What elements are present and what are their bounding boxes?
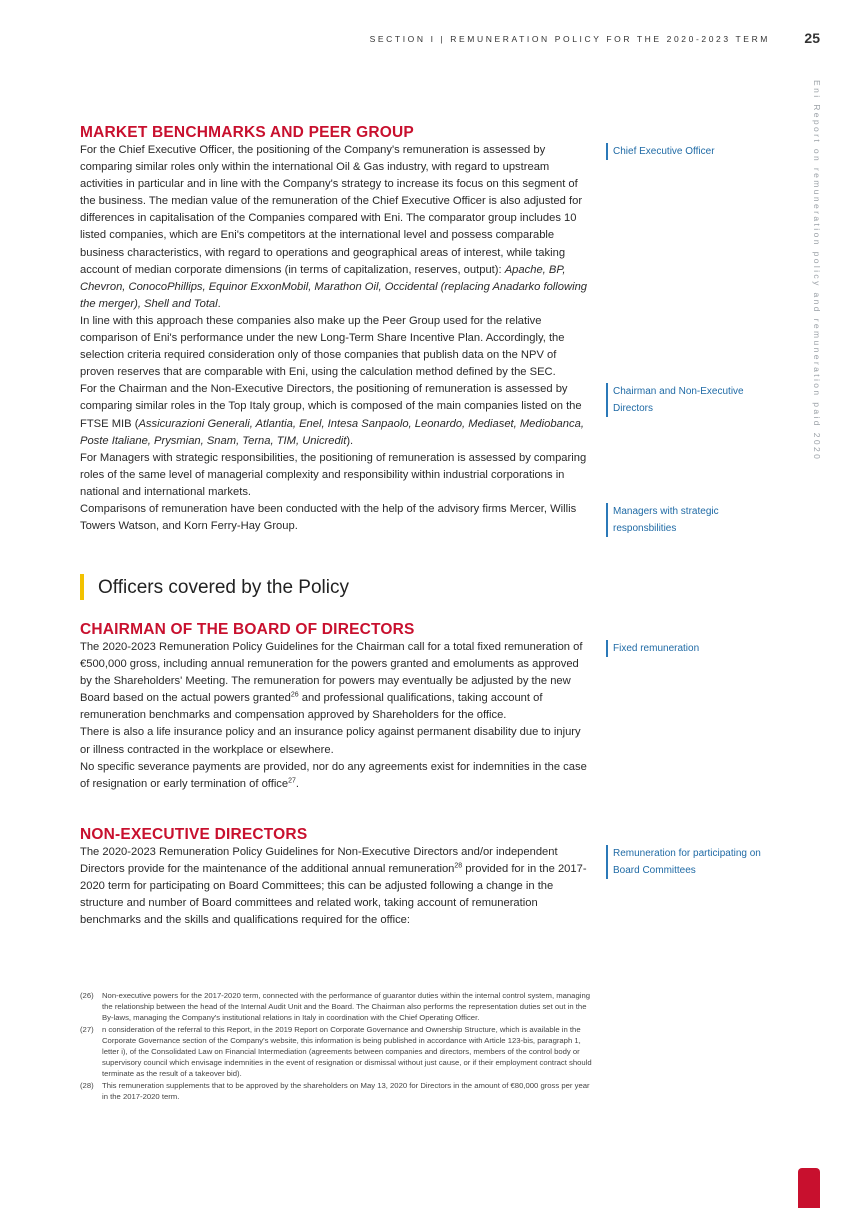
chairman-p1-text: The 2020-2023 Remuneration Policy Guidelines for the Chairman call for a total fixed remuneration of €500,000 gross, including annual remuneration for the powers granted and emoluments as approved by the Shareholders' Meeting. The remuneration for powers may eventually be adjusted by the new Board based on the actual powers granted — [80, 641, 583, 705]
footnote-number: (27) — [80, 1024, 94, 1034]
chairman-p3-text: No specific severance payments are provided, nor do any agreements exist for indemnities in the case of resignation or early termination of office — [80, 760, 587, 790]
market-paragraph-ceo — [80, 142, 590, 313]
chairman-section — [80, 621, 590, 793]
market-paragraph-advisors: Comparisons of remuneration have been conducted with the help of the advisory firms Mercer, Willis Towers Watson, and Korn Ferry-Hay Group. — [80, 502, 577, 533]
market-paragraph-peer-group: In line with this approach these companies also make up the Peer Group used for the relative comparison of Eni's performance under the new Long-Term Share Incentive Plan. Accordingly, the selection criteria required consideration only of those companies that publish data on the NPV of proven reserves that are comparable with Eni, using the calculation method defined by the SEC. — [80, 314, 565, 379]
nonexec-section — [80, 826, 590, 929]
footnote-ref-26[interactable]: 26 — [290, 691, 299, 699]
market-p3-end: ). — [346, 434, 354, 447]
nonexec-heading: NON-EXECUTIVE DIRECTORS — [80, 826, 308, 843]
footnote-number: (26) — [80, 991, 94, 1000]
footnote-text: This remuneration supplements that to be approved by the shareholders on May 13, 2020 for Directors in the amount of €80,000 gross per year in the 2017-2020 term. — [102, 1080, 590, 1101]
chairman-p1-text-end: and professional qualifications, taking account of remuneration benchmarks and compensation approved by Shareholders for the office. — [80, 692, 543, 722]
market-p1-companies: Apache, BP, Chevron, ConocoPhillips, Equinor ExxonMobil, Marathon Oil, Occidental (replacing Anadarko following the merger), Shell and Total — [80, 263, 588, 310]
footnotes — [80, 990, 592, 1102]
footnote-27 — [80, 1024, 592, 1080]
chairman-paragraph-fixed — [80, 639, 590, 724]
nonexec-p1-text: The 2020-2023 Remuneration Policy Guidelines for Non-Executive Directors and/or independent Directors provide for the maintenance of the additional annual remuneration — [80, 846, 558, 876]
chairman-paragraph-severance — [80, 759, 590, 793]
side-label-chairman-nonexec: Chairman and Non-Executive Directors — [606, 383, 763, 417]
market-p1-end: . — [217, 297, 221, 310]
chairman-paragraph-insurance: There is also a life insurance policy and an insurance policy against permanent disability due to injury or illness contracted in the workplace or elsewhere. — [80, 726, 581, 756]
side-label-managers: Managers with strategic responsbilities — [606, 503, 763, 537]
page-edge-tab — [798, 1168, 820, 1208]
footnote-text: Non-executive powers for the 2017-2020 term, connected with the performance of guarantor duties within the internal control system, managing the relationship between the head of the Internal Audit Unit and the Board. The Chairman also performs the representation duties set out in the By-laws, managing the Company's institutional relations in Italy in coordination with the Chief Operating Officer. — [102, 991, 590, 1023]
side-label-fixed-remuneration: Fixed remuneration — [606, 640, 763, 657]
market-p3-text: For the Chairman and the Non-Executive Directors, the positioning of remuneration is assessed by comparing similar roles in the Top Italy group, which is composed of the main companies listed on the FTSE MIB ( — [80, 383, 582, 430]
market-benchmarks-heading: MARKET BENCHMARKS AND PEER GROUP — [80, 124, 414, 141]
market-paragraph-chairman — [80, 381, 590, 449]
chairman-heading: CHAIRMAN OF THE BOARD OF DIRECTORS — [80, 621, 415, 638]
officers-section-title: Officers covered by the Policy — [80, 574, 349, 600]
footnote-28 — [80, 1080, 592, 1102]
footnote-text: n consideration of the referral to this Report, in the 2019 Report on Corporate Governance and Ownership Structure, which is available in the Corporate Governance section of the Company's website, this information is being published in accordance with Article 123-bis, paragraph 1, letter i), of the Consolidated Law on Financial Intermediation (agreements between companies and directors, members of the control body or supervisory council which envisage indemnities in the event of resignation or dismissal without just cause, or if their employment contract should terminate as the result of a takeover bid). — [102, 1024, 592, 1079]
side-label-ceo: Chief Executive Officer — [606, 143, 763, 160]
running-header: SECTION I | REMUNERATION POLICY FOR THE 2020-2023 TERM — [369, 34, 770, 44]
chairman-p3-end: . — [295, 777, 300, 790]
vertical-report-title: Eni Report on remuneration policy and remuneration paid 2020 — [812, 80, 822, 462]
nonexec-p1-text-end: provided for in the 2017-2020 term for participating on Board Committees; this can be adjusted following a change in the structure and number of Board committees and related work, taking account of remuneration benchmarks and the skills and qualifications required for the office: — [80, 863, 587, 927]
page-number: 25 — [804, 30, 820, 46]
market-benchmarks-section — [80, 124, 590, 535]
footnote-number: (28) — [80, 1080, 94, 1090]
footnote-ref-28[interactable]: 28 — [454, 862, 463, 870]
side-label-committees: Remuneration for participating on Board Committees — [606, 845, 763, 879]
footnote-26 — [80, 990, 592, 1024]
market-paragraph-managers: For Managers with strategic responsibilities, the positioning of remuneration is assessed by comparing roles of the same level of managerial complexity and responsibility within industrial corporations in national and international markets. — [80, 451, 587, 498]
nonexec-paragraph — [80, 844, 590, 929]
market-p1-text: For the Chief Executive Officer, the positioning of the Company's remuneration is assessed by comparing similar roles only within the international Oil & Gas industry, with regard to upstream activities in particular and in line with the Company's strategy to increase its focus on this segment of the business. The median value of the remuneration of the Chief Executive Officer is also adjusted for differences in capitalisation of the Companies compared with Eni. The comparator group includes 10 listed companies, which are Eni's competitors at the international level and possess comparable business characteristics, with regard to operations and geographical areas of interest, while taking account of median corporate dimensions (in terms of capitalization, reserves, output): — [80, 144, 583, 276]
footnote-ref-27[interactable]: 27 — [288, 777, 296, 785]
market-p3-companies: Assicurazioni Generali, Atlantia, Enel, Intesa Sanpaolo, Leonardo, Mediaset, Mediobanca, Poste Italiane, Prysmian, Snam, Terna, TIM, Unicredit — [80, 417, 584, 447]
